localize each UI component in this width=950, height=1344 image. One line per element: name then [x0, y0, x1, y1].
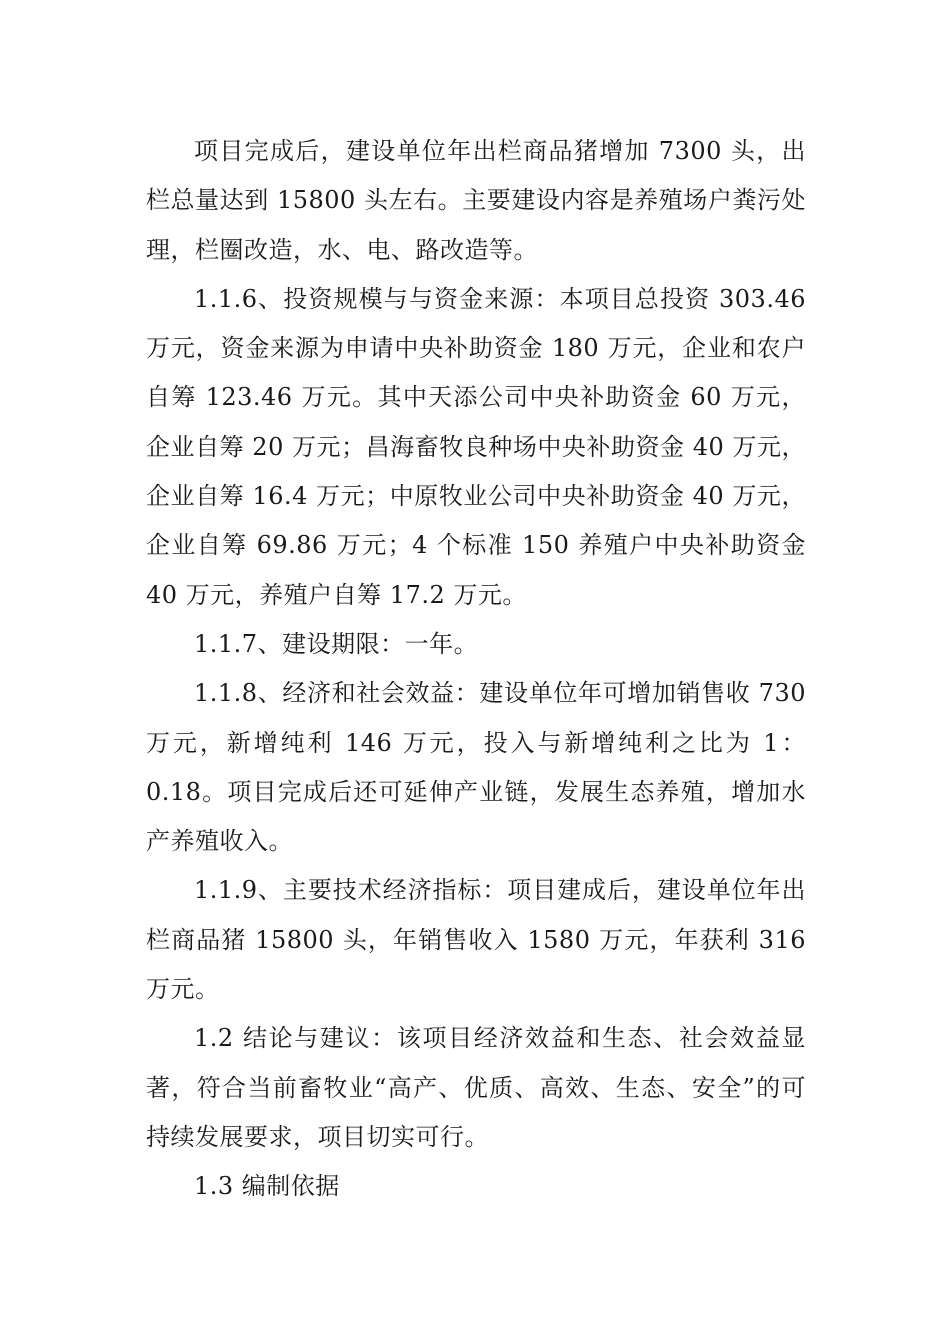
document-body: [146, 127, 806, 1212]
paragraph-construction-period: 1.1.7、建设期限：一年。: [194, 629, 479, 658]
paragraph-basis-heading: 1.3 编制依据: [194, 1172, 340, 1201]
paragraph-conclusion: 1.2 结论与建议：该项目经济效益和生态、社会效益显著，符合当前畜牧业“高产、优质、高效、生态、安全”的可持续发展要求，项目切实可行。: [146, 1024, 806, 1151]
paragraph-project-completion: 项目完成后，建设单位年出栏商品猪增加 7300 头，出栏总量达到 15800 头左右。主要建设内容是养殖场户粪污处理，栏圈改造，水、电、路改造等。: [146, 137, 806, 264]
paragraph-investment-scale: 1.1.6、投资规模与与资金来源：本项目总投资 303.46 万元，资金来源为申请中央补助资金 180 万元，企业和农户自筹 123.46 万元。其中天添公司中央补助资金 60 万元，企业自筹 20 万元；昌海畜牧良种场中央补助资金 40 万元，企业自筹 16.4 万元；中原牧业公司中央补助资金 40 万元，企业自筹 69.86 万元；4 个标准 150 养殖户中央补助资金 40 万元，养殖户自筹 17.2 万元。: [146, 284, 806, 609]
paragraph-technical-indicators: 1.1.9、主要技术经济指标：项目建成后，建设单位年出栏商品猪 15800 头，年销售收入 1580 万元，年获利 316 万元。: [146, 876, 806, 1004]
paragraph-economic-benefits: 1.1.8、经济和社会效益：建设单位年可增加销售收 730 万元，新增纯利 146 万元，投入与新增纯利之比为 1：0.18。项目完成后还可延伸产业链，发展生态养殖，增加水产养殖收入。: [146, 679, 806, 856]
